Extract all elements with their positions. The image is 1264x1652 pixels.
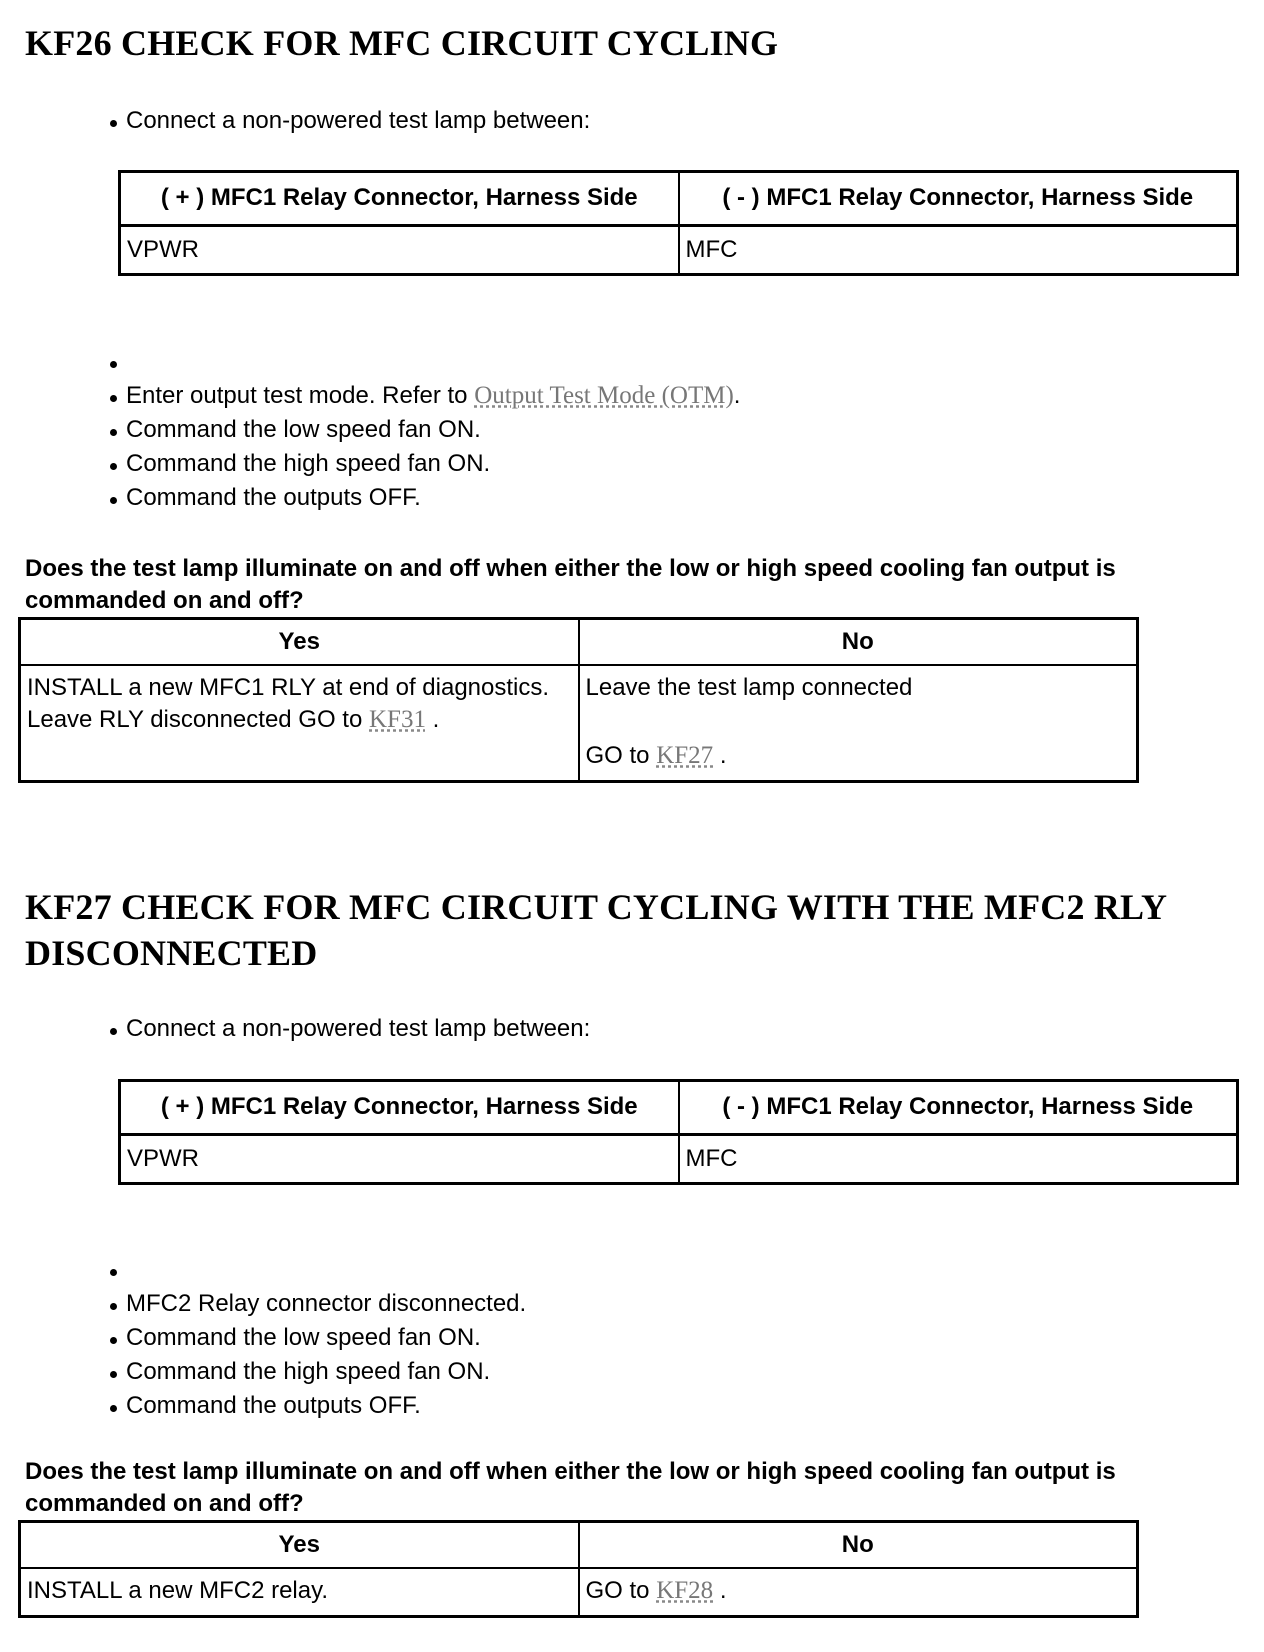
kf27-question: Does the test lamp illuminate on and off when either the low or high speed cooling fan output is commanded on and off? [25,1458,1116,1517]
kf27-yes-cell [20,1568,579,1617]
kf26-yes-line-2 [27,704,572,736]
kf26-connector-header-positive: ( + ) MFC1 Relay Connector, Harness Side [120,172,679,226]
kf27-step-2: Command the low speed fan ON. [108,1321,526,1355]
kf26-no-period: . [719,742,727,769]
kf26-intro-list [108,104,590,138]
kf26-step-1-text: Enter output test mode. Refer to [126,382,468,409]
kf28-link[interactable]: KF28 [656,1577,714,1604]
kf26-step-1 [108,379,740,413]
kf26-no-header: No [579,619,1138,666]
kf27-no-line [586,1575,1131,1607]
kf27-step-4: Command the outputs OFF. [108,1389,526,1423]
kf26-intro: Connect a non-powered test lamp between: [108,104,590,138]
kf26-question: Does the test lamp illuminate on and off when either the low or high speed cooling fan output is commanded on and off? [25,555,1116,614]
kf26-yes-header: Yes [20,619,579,666]
kf26-yes-period: . [432,706,440,733]
kf26-step-1-suffix: . [733,382,741,409]
kf26-step-4: Command the outputs OFF. [108,481,740,515]
kf27-yes-line-1: INSTALL a new MFC2 relay. [27,1577,328,1604]
kf26-no-line-2 [586,740,1131,772]
kf27-step-3: Command the high speed fan ON. [108,1355,526,1389]
kf27-intro-list [108,1012,590,1046]
kf27-connector-header-negative: ( - ) MFC1 Relay Connector, Harness Side [679,1081,1238,1135]
kf27-no-cell [579,1568,1138,1617]
kf27-empty-bullet [108,1253,526,1287]
kf27-title: KF27 CHECK FOR MFC CIRCUIT CYCLING WITH THE MFC2 RLY DISCONNECTED [25,887,1166,973]
kf26-answer-table [18,617,1139,783]
kf27-link[interactable]: KF27 [656,742,714,769]
kf26-step-2: Command the low speed fan ON. [108,413,740,447]
kf26-yes-line-1: INSTALL a new MFC1 RLY at end of diagnostics. [27,674,550,701]
kf27-yes-header: Yes [20,1522,579,1569]
kf26-step-3: Command the high speed fan ON. [108,447,740,481]
kf26-no-line-1: Leave the test lamp connected [585,674,913,701]
kf27-steps-list [108,1253,526,1423]
kf27-connector-table [118,1079,1239,1185]
kf27-no-line-text: GO to [585,1577,650,1604]
kf27-connector-header-positive: ( + ) MFC1 Relay Connector, Harness Side [120,1081,679,1135]
kf26-yes-line-2-text: Leave RLY disconnected GO to [27,706,363,733]
kf26-connector-header-negative: ( - ) MFC1 Relay Connector, Harness Side [679,172,1238,226]
kf27-connector-cell-positive: VPWR [120,1135,679,1184]
kf31-link[interactable]: KF31 [369,706,426,733]
kf26-connector-cell-positive: VPWR [120,226,679,275]
kf27-no-header: No [579,1522,1138,1569]
kf26-empty-bullet [108,345,740,379]
kf26-yes-cell [20,665,579,782]
kf27-connector-cell-negative: MFC [679,1135,1238,1184]
kf27-step-1: MFC2 Relay connector disconnected. [108,1287,526,1321]
kf26-connector-table [118,170,1239,276]
kf26-no-spacer [586,704,1131,740]
kf27-no-period: . [719,1577,727,1604]
kf26-steps-list [108,345,740,515]
otm-link[interactable]: Output Test Mode (OTM) [474,382,734,409]
kf27-answer-table [18,1520,1139,1618]
kf26-no-cell [579,665,1138,782]
kf26-no-line-2-text: GO to [585,742,650,769]
kf27-intro: Connect a non-powered test lamp between: [108,1012,590,1046]
kf26-title: KF26 CHECK FOR MFC CIRCUIT CYCLING [25,23,779,63]
kf26-connector-cell-negative: MFC [679,226,1238,275]
